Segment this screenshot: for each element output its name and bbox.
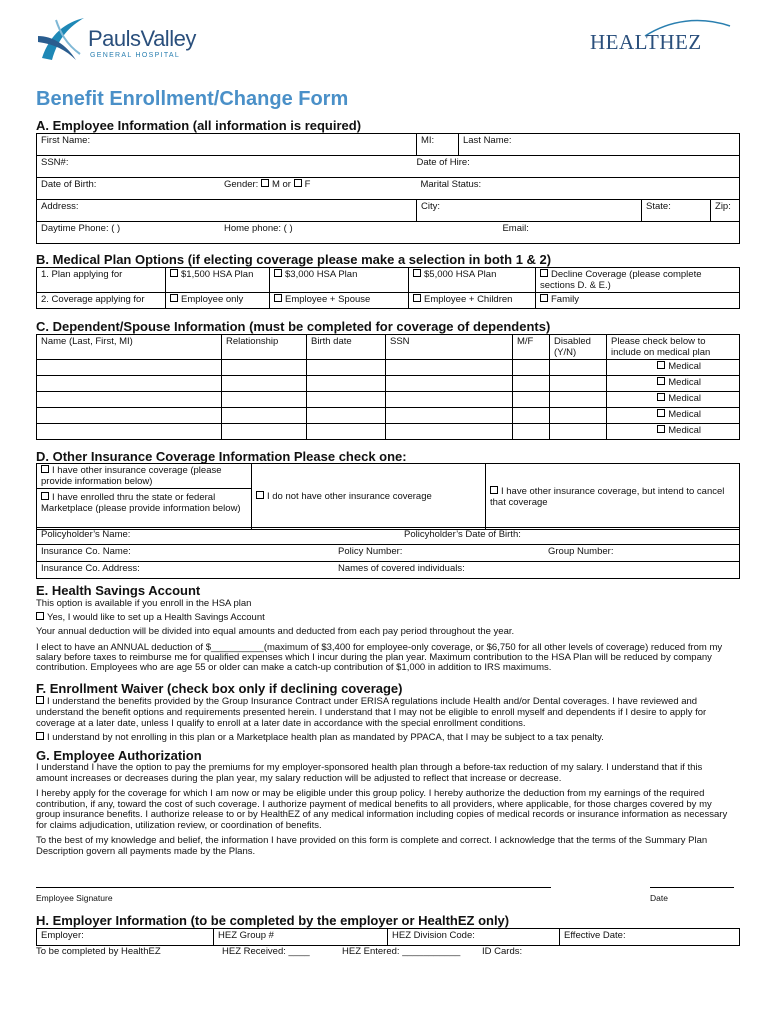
plan-3000-checkbox[interactable]: [274, 269, 282, 277]
dependent-row: [37, 408, 740, 424]
date-label: Date: [650, 893, 668, 903]
medical-label: Medical: [668, 425, 701, 436]
covered-individuals-field[interactable]: Names of covered individuals:: [338, 563, 465, 574]
waiver-paragraph-2: [36, 732, 736, 743]
coverage-employee-label: Employee only: [181, 294, 244, 305]
gender-label: Gender:: [224, 179, 259, 190]
plan-decline-checkbox[interactable]: [540, 269, 548, 277]
coverage-spouse-label: Employee + Spouse: [285, 294, 371, 305]
hsa-yes-checkbox[interactable]: [36, 612, 44, 620]
plan-1500-label: $1,500 HSA Plan: [181, 269, 254, 280]
col-include: Please check below to include on medical plan: [607, 335, 740, 360]
marketplace-label: I have enrolled thru the state or federal Marketplace (please provide information below): [41, 492, 241, 514]
medical-checkbox[interactable]: [657, 409, 665, 417]
signature-line[interactable]: [36, 887, 551, 888]
medical-checkbox[interactable]: [657, 425, 665, 433]
section-e-heading: E. Health Savings Account: [36, 583, 201, 598]
effective-date-field[interactable]: Effective Date:: [564, 930, 626, 941]
section-b-heading: B. Medical Plan Options (if electing coverage please make a selection in both 1 & 2): [36, 252, 552, 267]
policy-number-field[interactable]: Policy Number:: [338, 546, 403, 557]
no-other-coverage-checkbox[interactable]: [256, 491, 264, 499]
logo-title: PaulsValley: [88, 26, 196, 51]
dependent-header-row: [37, 335, 740, 360]
section-f-heading: F. Enrollment Waiver (check box only if declining coverage): [36, 681, 403, 696]
waiver-2-checkbox[interactable]: [36, 732, 44, 740]
dependent-row: [37, 424, 740, 440]
coverage-children-checkbox[interactable]: [413, 294, 421, 302]
section-g-heading: G. Employee Authorization: [36, 748, 202, 763]
dob-field[interactable]: Date of Birth:: [41, 179, 97, 190]
dependent-table: [36, 334, 740, 440]
waiver-1-text: I understand the benefits provided by the Group Insurance Contract under ERISA regulations include Health and/or Dental coverages. I have reviewed and understand the benefit options and requirements presented herein. I understand that I may not be eligible to enroll myself and dependents if I desire to apply for coverage at a later date, unless I qualify to enroll at a later date in accordance with the special enrollment conditions.: [36, 696, 707, 729]
plan-options-table: [36, 267, 740, 309]
employer-info-table: [36, 928, 740, 946]
hez-received-field[interactable]: HEZ Received: ____: [222, 946, 310, 957]
plan-1500-checkbox[interactable]: [170, 269, 178, 277]
date-line[interactable]: [650, 887, 734, 888]
signature-label: Employee Signature: [36, 893, 113, 903]
hsa-note: This option is available if you enroll in the HSA plan: [36, 598, 252, 609]
auth-paragraph-3: To the best of my knowledge and belief, the information I have provided on this form is complete and correct. I acknowledge that the terms of the Summary Plan Description govern all payments made by the Plans.: [36, 835, 708, 857]
medical-checkbox[interactable]: [657, 377, 665, 385]
ssn-field[interactable]: SSN#:: [41, 157, 69, 168]
plan-5000-checkbox[interactable]: [413, 269, 421, 277]
coverage-children-label: Employee + Children: [424, 294, 513, 305]
city-field[interactable]: City:: [420, 201, 440, 212]
coverage-family-label: Family: [551, 294, 579, 305]
email-field[interactable]: Email:: [502, 223, 529, 234]
col-ssn: SSN: [386, 335, 513, 360]
employer-field[interactable]: Employer:: [41, 930, 84, 941]
waiver-paragraph-1: [36, 696, 736, 729]
section-a-heading: A. Employee Information (all information is required): [36, 118, 362, 133]
last-name-field[interactable]: Last Name:: [462, 135, 512, 146]
insurance-details-table: [36, 527, 740, 579]
medical-label: Medical: [668, 361, 701, 372]
employee-info-table: [36, 133, 740, 244]
hez-division-field[interactable]: HEZ Division Code:: [392, 930, 475, 941]
waiver-1-checkbox[interactable]: [36, 696, 44, 704]
medical-label: Medical: [668, 393, 701, 404]
date-hire-field[interactable]: Date of Hire:: [416, 157, 470, 168]
healthez-text: HEALTHEZ: [590, 30, 702, 54]
col-birthdate: Birth date: [307, 335, 386, 360]
pauls-valley-logo-icon: [36, 14, 88, 64]
marital-field[interactable]: Marital Status:: [420, 179, 482, 190]
ins-name-field[interactable]: Insurance Co. Name:: [41, 546, 131, 557]
logo-subtitle: GENERAL HOSPITAL: [90, 52, 181, 59]
hsa-yes-row: [36, 612, 736, 623]
id-cards-field[interactable]: ID Cards:: [482, 946, 523, 957]
medical-checkbox[interactable]: [657, 393, 665, 401]
col-relationship: Relationship: [222, 335, 307, 360]
auth-paragraph-1: I understand I have the option to pay the premiums for my employer-sponsored health plan through a before-tax reduction of my salary. I understand that if this amount increases or decreases during the plan year, my salary reduction will be adjusted to reflect that increase or decrease.: [36, 762, 703, 784]
medical-label: Medical: [668, 377, 701, 388]
pauls-valley-logo: [36, 14, 206, 64]
completed-by-label: To be completed by HealthEZ: [36, 946, 161, 957]
plan-3000-label: $3,000 HSA Plan: [285, 269, 358, 280]
dependent-row: [37, 376, 740, 392]
medical-checkbox[interactable]: [657, 361, 665, 369]
hsa-election-text: I elect to have an ANNUAL deduction of $__________(maximum of $3,400 for employee-only coverage, or $6,750 for all other levels of coverage) reduced from my salary before taxes to reimburse me for qualified expenses which I incur during the plan year. Maximum contribution to the HSA Plan will be reduced by company contribution. Employees who are age 55 or older can make a catch-up contribution of $1,000 in addition to IRS maximums.: [36, 642, 723, 673]
coverage-row-label: 2. Coverage applying for: [37, 293, 166, 309]
group-number-field[interactable]: Group Number:: [548, 546, 614, 557]
hez-entered-field[interactable]: HEZ Entered: ___________: [342, 946, 461, 957]
section-h-heading: H. Employer Information (to be completed by the employer or HealthEZ only): [36, 913, 510, 928]
col-mf: M/F: [513, 335, 550, 360]
coverage-employee-checkbox[interactable]: [170, 294, 178, 302]
other-coverage-label: I have other insurance coverage (please provide information below): [41, 465, 222, 487]
gender-f-label: F: [304, 179, 311, 190]
address-field[interactable]: Address:: [41, 201, 79, 212]
other-insurance-table: [36, 463, 740, 530]
col-name: Name (Last, First, MI): [37, 335, 222, 360]
policyholder-dob-field[interactable]: Policyholder’s Date of Birth:: [404, 529, 521, 540]
state-field[interactable]: State:: [646, 201, 671, 212]
mi-field[interactable]: MI:: [420, 135, 435, 146]
marketplace-checkbox[interactable]: [41, 492, 49, 500]
first-name-field[interactable]: First Name:: [41, 135, 91, 146]
coverage-family-checkbox[interactable]: [540, 294, 548, 302]
zip-field[interactable]: Zip:: [715, 201, 731, 212]
page-title: Benefit Enrollment/Change Form: [36, 88, 349, 110]
section-d-heading: D. Other Insurance Coverage Information Please check one:: [36, 449, 407, 464]
plan-row-label: 1. Plan applying for: [37, 268, 166, 293]
cancel-coverage-checkbox[interactable]: [490, 486, 498, 494]
hsa-division-text: Your annual deduction will be divided into equal amounts and deducted from each pay period throughout the year.: [36, 626, 515, 637]
col-disabled: Disabled (Y/N): [550, 335, 607, 360]
plan-5000-label: $5,000 HSA Plan: [424, 269, 497, 280]
ins-address-field[interactable]: Insurance Co. Address:: [41, 563, 140, 574]
home-phone-field[interactable]: Home phone: ( ): [224, 223, 293, 234]
day-phone-field[interactable]: Daytime Phone: ( ): [41, 223, 121, 234]
gender-m-checkbox[interactable]: [261, 179, 269, 187]
policyholder-field[interactable]: Policyholder’s Name:: [41, 529, 131, 540]
other-coverage-checkbox[interactable]: [41, 465, 49, 473]
dependent-row: [37, 392, 740, 408]
waiver-2-text: I understand by not enrolling in this plan or a Marketplace health plan as mandated by PPACA, that I may be subject to a tax penalty.: [47, 732, 604, 743]
hsa-yes-label: Yes, I would like to set up a Health Savings Account: [47, 612, 265, 623]
gender-f-checkbox[interactable]: [294, 179, 302, 187]
cancel-coverage-label: I have other insurance coverage, but intend to cancel that coverage: [490, 485, 725, 508]
plan-decline-label: Decline Coverage (please complete sections D. & E.): [540, 269, 702, 291]
auth-paragraph-2: I hereby apply for the coverage for which I am now or may be eligible under this group policy. I hereby authorize the deduction from my earnings of the required contribution, if any, toward the cost of such coverage. I authorize payment of medical benefits to all providers, where applicable, for those charges covered by my group insurance benefits. I authorize release to or by HealthEZ of any medical information including copies of medical records or insurance information as necessary for claims adjudication, utilization review, or coordination of benefits.: [36, 788, 728, 831]
gender-m-label: M or: [271, 179, 291, 190]
medical-label: Medical: [668, 409, 701, 420]
healthez-logo: [590, 18, 740, 58]
no-other-coverage-label: I do not have other insurance coverage: [267, 491, 432, 502]
hez-group-field[interactable]: HEZ Group #: [218, 930, 274, 941]
dependent-row: [37, 360, 740, 376]
coverage-spouse-checkbox[interactable]: [274, 294, 282, 302]
section-c-heading: C. Dependent/Spouse Information (must be completed for coverage of dependents): [36, 319, 551, 334]
